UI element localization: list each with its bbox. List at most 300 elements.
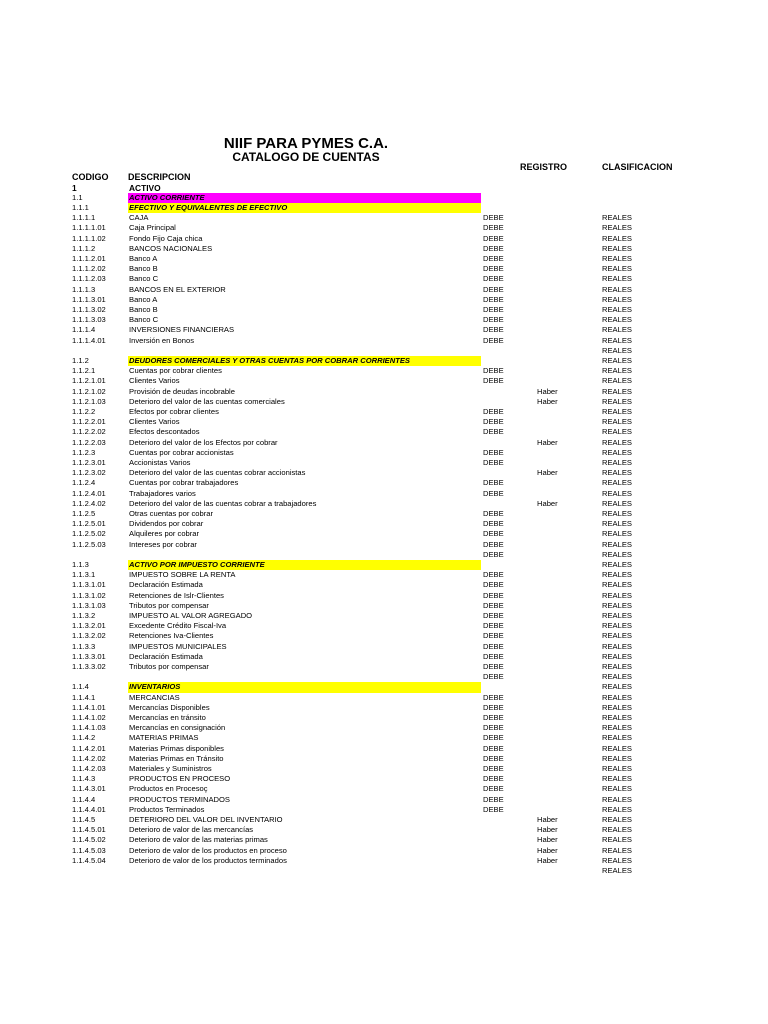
account-code: 1.1.2.2 xyxy=(72,406,96,416)
registro-debe: DEBE xyxy=(483,753,504,763)
registro-debe: DEBE xyxy=(483,447,504,457)
table-row xyxy=(0,570,768,580)
account-description: Inversión en Bonos xyxy=(129,335,195,345)
account-description: Materias Primas en Tránsito xyxy=(129,753,224,763)
account-description: Materiales y Suministros xyxy=(129,763,212,773)
account-description: ACTIVO POR IMPUESTO CORRIENTE xyxy=(128,560,481,570)
account-code: 1.1.3.3.01 xyxy=(72,651,106,661)
registro-debe: DEBE xyxy=(483,284,504,294)
account-description: Productos en Procesoç xyxy=(129,784,208,794)
account-code: 1.1.2 xyxy=(72,355,89,365)
account-description: Declaración Estimada xyxy=(129,651,203,661)
registro-debe: DEBE xyxy=(483,610,504,620)
account-description: Deterioro del valor de las cuentas cobrar a trabajadores xyxy=(129,498,317,508)
account-description: CAJA xyxy=(129,213,149,223)
clasificacion: REALES xyxy=(602,835,632,845)
account-code: 1.1.3.2.02 xyxy=(72,631,106,641)
clasificacion: REALES xyxy=(602,804,632,814)
table-row xyxy=(0,468,768,478)
registro-debe: DEBE xyxy=(483,672,504,682)
account-code: 1.1.1.2.01 xyxy=(72,253,106,263)
table-row xyxy=(0,458,768,468)
account-description: BANCOS NACIONALES xyxy=(129,243,213,253)
clasificacion: REALES xyxy=(602,763,632,773)
clasificacion: REALES xyxy=(602,580,632,590)
clasificacion: REALES xyxy=(602,600,632,610)
registro-debe: DEBE xyxy=(483,763,504,773)
account-description: Banco C xyxy=(129,315,159,325)
account-description: Deterioro de valor de los productos terminados xyxy=(129,855,287,865)
account-description: Retenciones Iva-Clientes xyxy=(129,631,214,641)
account-description: Cuentas por cobrar trabajadores xyxy=(129,478,239,488)
table-row xyxy=(0,193,768,203)
registro-debe: DEBE xyxy=(483,335,504,345)
table-row xyxy=(0,784,768,794)
account-description: Cuentas por cobrar clientes xyxy=(129,366,222,376)
registro-haber: Haber xyxy=(537,386,558,396)
table-row xyxy=(0,203,768,213)
registro-haber: Haber xyxy=(537,468,558,478)
registro-debe: DEBE xyxy=(483,539,504,549)
registro-debe: DEBE xyxy=(483,631,504,641)
account-description: Productos Terminados xyxy=(129,804,205,814)
registro-haber: Haber xyxy=(537,396,558,406)
table-row xyxy=(0,529,768,539)
table-row xyxy=(0,244,768,254)
table-row xyxy=(0,733,768,743)
account-code: 1.1 xyxy=(72,192,83,202)
clasificacion: REALES xyxy=(602,825,632,835)
clasificacion: REALES xyxy=(602,406,632,416)
registro-debe: DEBE xyxy=(483,529,504,539)
table-row xyxy=(0,478,768,488)
account-description: Banco A xyxy=(129,294,158,304)
registro-debe: DEBE xyxy=(483,417,504,427)
registro-debe: DEBE xyxy=(483,549,504,559)
account-code: 1.1.4 xyxy=(72,682,89,692)
account-description: Banco C xyxy=(129,274,159,284)
account-code: 1.1.2.2.02 xyxy=(72,427,106,437)
account-code: 1.1.1.1.02 xyxy=(72,233,106,243)
table-row xyxy=(0,519,768,529)
registro-debe: DEBE xyxy=(483,315,504,325)
table-row xyxy=(0,764,768,774)
account-code: 1.1.4.4 xyxy=(72,794,96,804)
table-row xyxy=(0,611,768,621)
clasificacion: REALES xyxy=(602,651,632,661)
account-description: Mercancías en tránsito xyxy=(129,712,206,722)
clasificacion: REALES xyxy=(602,570,632,580)
account-code: 1.1.4.1.03 xyxy=(72,723,106,733)
account-description: MATERIAS PRIMAS xyxy=(129,733,199,743)
account-description: Fondo Fijo Caja chica xyxy=(129,233,203,243)
clasificacion: REALES xyxy=(602,590,632,600)
table-row xyxy=(0,560,768,570)
account-description: IMPUESTO AL VALOR AGREGADO xyxy=(129,610,253,620)
table-row xyxy=(0,285,768,295)
table-row xyxy=(0,509,768,519)
registro-debe: DEBE xyxy=(483,457,504,467)
registro-debe: DEBE xyxy=(483,253,504,263)
account-description: Mercancías en consignación xyxy=(129,723,226,733)
account-code: 1.1.3.3 xyxy=(72,641,96,651)
account-code: 1.1.2.3.01 xyxy=(72,457,106,467)
clasificacion: REALES xyxy=(602,641,632,651)
account-code: 1.1.1.3.03 xyxy=(72,315,106,325)
account-code: 1.1.1.3 xyxy=(72,284,96,294)
account-description: Efectos por cobrar clientes xyxy=(129,406,219,416)
account-code: 1.1.2.1.01 xyxy=(72,376,106,386)
clasificacion: REALES xyxy=(602,723,632,733)
account-description: MERCANCIAS xyxy=(129,692,180,702)
table-row xyxy=(0,856,768,866)
clasificacion: REALES xyxy=(602,437,632,447)
account-code: 1.1.4.2.03 xyxy=(72,763,106,773)
account-code: 1.1.1.1.01 xyxy=(72,223,106,233)
account-code: 1.1.2.5.01 xyxy=(72,519,106,529)
header-codigo: CODIGO xyxy=(72,172,109,182)
table-row xyxy=(0,427,768,437)
clasificacion: REALES xyxy=(602,325,632,335)
account-description: Mercancías Disponibles xyxy=(129,702,210,712)
table-row xyxy=(0,846,768,856)
registro-debe: DEBE xyxy=(483,733,504,743)
account-code: 1.1.3.2.01 xyxy=(72,621,106,631)
header-descripcion: DESCRIPCION xyxy=(128,172,191,182)
account-code: 1.1.3.2 xyxy=(72,610,96,620)
clasificacion: REALES xyxy=(602,631,632,641)
account-code: 1.1.4.5.02 xyxy=(72,835,106,845)
clasificacion: REALES xyxy=(602,753,632,763)
header-registro: REGISTRO xyxy=(520,162,568,172)
account-description: Deterioro de valor de los productos en proceso xyxy=(129,845,287,855)
registro-debe: DEBE xyxy=(483,794,504,804)
account-code: 1.1.1.2.03 xyxy=(72,274,106,284)
account-description: Excedente Crédito Fiscal-Iva xyxy=(129,621,227,631)
registro-debe: DEBE xyxy=(483,621,504,631)
clasificacion: REALES xyxy=(602,549,632,559)
clasificacion: REALES xyxy=(602,355,632,365)
table-row xyxy=(0,642,768,652)
account-code: 1.1.1.2.02 xyxy=(72,264,106,274)
table-row xyxy=(0,346,768,356)
clasificacion: REALES xyxy=(602,213,632,223)
account-code: 1.1.2.5.03 xyxy=(72,539,106,549)
table-row xyxy=(0,774,768,784)
table-row xyxy=(0,295,768,305)
clasificacion: REALES xyxy=(602,478,632,488)
account-description: Clientes Varios xyxy=(129,376,180,386)
account-description: Alquileres por cobrar xyxy=(129,529,200,539)
table-row xyxy=(0,417,768,427)
clasificacion: REALES xyxy=(602,345,632,355)
registro-debe: DEBE xyxy=(483,427,504,437)
registro-debe: DEBE xyxy=(483,774,504,784)
account-code: 1.1.4.1.02 xyxy=(72,712,106,722)
account-code: 1.1.4.1.01 xyxy=(72,702,106,712)
table-row xyxy=(0,805,768,815)
account-description: Tributos por compensar xyxy=(129,600,209,610)
clasificacion: REALES xyxy=(602,529,632,539)
table-row xyxy=(0,489,768,499)
table-row xyxy=(0,723,768,733)
clasificacion: REALES xyxy=(602,519,632,529)
table-row xyxy=(0,703,768,713)
account-description: Provisión de deudas incobrable xyxy=(129,386,235,396)
account-code: 1.1.4.3 xyxy=(72,774,96,784)
account-code: 1.1.1.1 xyxy=(72,213,96,223)
registro-debe: DEBE xyxy=(483,508,504,518)
clasificacion: REALES xyxy=(602,253,632,263)
table-row xyxy=(0,591,768,601)
account-code: 1.1.2.4.02 xyxy=(72,498,106,508)
account-code: 1.1.1.3.02 xyxy=(72,304,106,314)
account-code: 1.1.2.3 xyxy=(72,447,96,457)
account-code: 1.1.4.3.01 xyxy=(72,784,106,794)
account-code: 1.1.2.1.02 xyxy=(72,386,106,396)
clasificacion: REALES xyxy=(602,417,632,427)
table-row xyxy=(0,376,768,386)
registro-debe: DEBE xyxy=(483,304,504,314)
registro-debe: DEBE xyxy=(483,233,504,243)
registro-haber: Haber xyxy=(537,825,558,835)
header-clasificacion: CLASIFICACION xyxy=(602,162,673,172)
account-code: 1.1.4.2 xyxy=(72,733,96,743)
table-row xyxy=(0,223,768,233)
clasificacion: REALES xyxy=(602,468,632,478)
account-code: 1.1.3.1 xyxy=(72,570,96,580)
clasificacion: REALES xyxy=(602,264,632,274)
account-description: IMPUESTO SOBRE LA RENTA xyxy=(129,570,236,580)
account-description: Intereses por cobrar xyxy=(129,539,197,549)
registro-haber: Haber xyxy=(537,437,558,447)
registro-debe: DEBE xyxy=(483,274,504,284)
registro-debe: DEBE xyxy=(483,723,504,733)
table-row xyxy=(0,662,768,672)
table-row xyxy=(0,315,768,325)
table-row xyxy=(0,713,768,723)
clasificacion: REALES xyxy=(602,784,632,794)
clasificacion: REALES xyxy=(602,447,632,457)
clasificacion: REALES xyxy=(602,366,632,376)
account-description: Otras cuentas por cobrar xyxy=(129,508,213,518)
account-description: IMPUESTOS MUNICIPALES xyxy=(129,641,227,651)
registro-debe: DEBE xyxy=(483,519,504,529)
registro-debe: DEBE xyxy=(483,661,504,671)
account-code: 1.1.1.4 xyxy=(72,325,96,335)
table-row xyxy=(0,234,768,244)
registro-debe: DEBE xyxy=(483,406,504,416)
account-code: 1.1.3 xyxy=(72,559,89,569)
account-code: 1.1.4.2.01 xyxy=(72,743,106,753)
account-description: PRODUCTOS TERMINADOS xyxy=(129,794,230,804)
account-description: Banco B xyxy=(129,264,158,274)
table-row xyxy=(0,601,768,611)
account-code: 1.1.3.1.02 xyxy=(72,590,106,600)
clasificacion: REALES xyxy=(602,335,632,345)
table-row xyxy=(0,693,768,703)
registro-debe: DEBE xyxy=(483,580,504,590)
clasificacion: REALES xyxy=(602,661,632,671)
account-code: 1.1.2.3.02 xyxy=(72,468,106,478)
table-row xyxy=(0,397,768,407)
clasificacion: REALES xyxy=(602,865,632,875)
table-row xyxy=(0,336,768,346)
registro-haber: Haber xyxy=(537,845,558,855)
account-description: DETERIORO DEL VALOR DEL INVENTARIO xyxy=(129,814,283,824)
registro-debe: DEBE xyxy=(483,641,504,651)
account-description: Trabajadores varios xyxy=(129,488,196,498)
table-row xyxy=(0,580,768,590)
account-description: Deterioro del valor de las cuentas cobrar accionistas xyxy=(129,468,306,478)
account-code: 1.1.2.2.03 xyxy=(72,437,106,447)
registro-debe: DEBE xyxy=(483,651,504,661)
registro-debe: DEBE xyxy=(483,488,504,498)
account-code: 1.1.1.2 xyxy=(72,243,96,253)
table-row xyxy=(0,407,768,417)
clasificacion: REALES xyxy=(602,233,632,243)
account-description: DEUDORES COMERCIALES Y OTRAS CUENTAS POR COBRAR CORRIENTES xyxy=(128,356,481,366)
table-row xyxy=(0,254,768,264)
account-description: Efectos descontados xyxy=(129,427,200,437)
document-subtitle: CATALOGO DE CUENTAS xyxy=(232,150,380,164)
clasificacion: REALES xyxy=(602,559,632,569)
clasificacion: REALES xyxy=(602,845,632,855)
table-row xyxy=(0,835,768,845)
registro-haber: Haber xyxy=(537,814,558,824)
registro-debe: DEBE xyxy=(483,600,504,610)
table-row xyxy=(0,815,768,825)
table-row xyxy=(0,264,768,274)
account-code: 1.1.4.5.03 xyxy=(72,845,106,855)
account-code: 1.1.2.2.01 xyxy=(72,417,106,427)
clasificacion: REALES xyxy=(602,315,632,325)
account-description: ACTIVO xyxy=(129,182,161,193)
account-description: Retenciones de Islr-Clientes xyxy=(129,590,224,600)
registro-haber: Haber xyxy=(537,835,558,845)
account-code: 1.1.2.5 xyxy=(72,508,96,518)
account-description: EFECTIVO Y EQUIVALENTES DE EFECTIVO xyxy=(128,203,481,213)
table-row xyxy=(0,825,768,835)
clasificacion: REALES xyxy=(602,274,632,284)
account-code: 1.1.3.1.01 xyxy=(72,580,106,590)
table-row xyxy=(0,438,768,448)
clasificacion: REALES xyxy=(602,427,632,437)
account-description: Cuentas por cobrar accionistas xyxy=(129,447,234,457)
account-description: ACTIVO CORRIENTE xyxy=(128,193,481,203)
account-code: 1.1.2.1.03 xyxy=(72,396,106,406)
clasificacion: REALES xyxy=(602,386,632,396)
table-row xyxy=(0,866,768,876)
clasificacion: REALES xyxy=(602,814,632,824)
account-code: 1.1.2.1 xyxy=(72,366,96,376)
account-code: 1.1.1.4.01 xyxy=(72,335,106,345)
registro-debe: DEBE xyxy=(483,712,504,722)
account-description: Accionistas Varios xyxy=(129,457,191,467)
clasificacion: REALES xyxy=(602,294,632,304)
table-row xyxy=(0,356,768,366)
clasificacion: REALES xyxy=(602,794,632,804)
account-code: 1.1.4.1 xyxy=(72,692,96,702)
clasificacion: REALES xyxy=(602,396,632,406)
account-description: Deterioro de valor de las materias primas xyxy=(129,835,268,845)
account-description: Deterioro de valor de las mercancías xyxy=(129,825,254,835)
clasificacion: REALES xyxy=(602,498,632,508)
table-row xyxy=(0,448,768,458)
clasificacion: REALES xyxy=(602,712,632,722)
table-row xyxy=(0,366,768,376)
table-row xyxy=(0,213,768,223)
registro-debe: DEBE xyxy=(483,590,504,600)
table-row xyxy=(0,621,768,631)
account-code: 1.1.4.4.01 xyxy=(72,804,106,814)
account-description: INVENTARIOS xyxy=(128,682,481,692)
registro-debe: DEBE xyxy=(483,325,504,335)
account-code: 1.1.1 xyxy=(72,202,89,212)
clasificacion: REALES xyxy=(602,692,632,702)
account-description: BANCOS EN EL EXTERIOR xyxy=(129,284,226,294)
account-description: Deterioro del valor de las cuentas comerciales xyxy=(129,396,285,406)
clasificacion: REALES xyxy=(602,702,632,712)
account-description: Banco B xyxy=(129,304,158,314)
registro-debe: DEBE xyxy=(483,376,504,386)
clasificacion: REALES xyxy=(602,610,632,620)
clasificacion: REALES xyxy=(602,733,632,743)
account-description: Tributos por compensar xyxy=(129,661,209,671)
registro-debe: DEBE xyxy=(483,743,504,753)
table-row xyxy=(0,550,768,560)
table-row xyxy=(0,274,768,284)
account-code: 1.1.3.1.03 xyxy=(72,600,106,610)
account-code: 1.1.2.4.01 xyxy=(72,488,106,498)
clasificacion: REALES xyxy=(602,243,632,253)
account-code: 1.1.2.5.02 xyxy=(72,529,106,539)
table-row xyxy=(0,325,768,335)
registro-debe: DEBE xyxy=(483,243,504,253)
registro-debe: DEBE xyxy=(483,294,504,304)
clasificacion: REALES xyxy=(602,855,632,865)
registro-haber: Haber xyxy=(537,498,558,508)
registro-debe: DEBE xyxy=(483,692,504,702)
table-row xyxy=(0,305,768,315)
account-code: 1.1.3.3.02 xyxy=(72,661,106,671)
registro-debe: DEBE xyxy=(483,223,504,233)
table-row xyxy=(0,682,768,692)
table-row xyxy=(0,744,768,754)
table-row xyxy=(0,754,768,764)
registro-debe: DEBE xyxy=(483,702,504,712)
table-row xyxy=(0,631,768,641)
account-code: 1.1.4.5.01 xyxy=(72,825,106,835)
registro-haber: Haber xyxy=(537,855,558,865)
account-code: 1.1.4.5 xyxy=(72,814,96,824)
registro-debe: DEBE xyxy=(483,264,504,274)
clasificacion: REALES xyxy=(602,539,632,549)
account-code: 1.1.2.4 xyxy=(72,478,96,488)
account-description: Banco A xyxy=(129,253,158,263)
registro-debe: DEBE xyxy=(483,570,504,580)
account-description: INVERSIONES FINANCIERAS xyxy=(129,325,235,335)
registro-debe: DEBE xyxy=(483,804,504,814)
account-description: Deterioro del valor de los Efectos por cobrar xyxy=(129,437,278,447)
clasificacion: REALES xyxy=(602,682,632,692)
account-code: 1.1.1.3.01 xyxy=(72,294,106,304)
account-description: Materias Primas disponibles xyxy=(129,743,224,753)
table-row xyxy=(0,499,768,509)
account-description: Caja Principal xyxy=(129,223,176,233)
account-code: 1.1.4.5.04 xyxy=(72,855,106,865)
account-description: Clientes Varios xyxy=(129,417,180,427)
